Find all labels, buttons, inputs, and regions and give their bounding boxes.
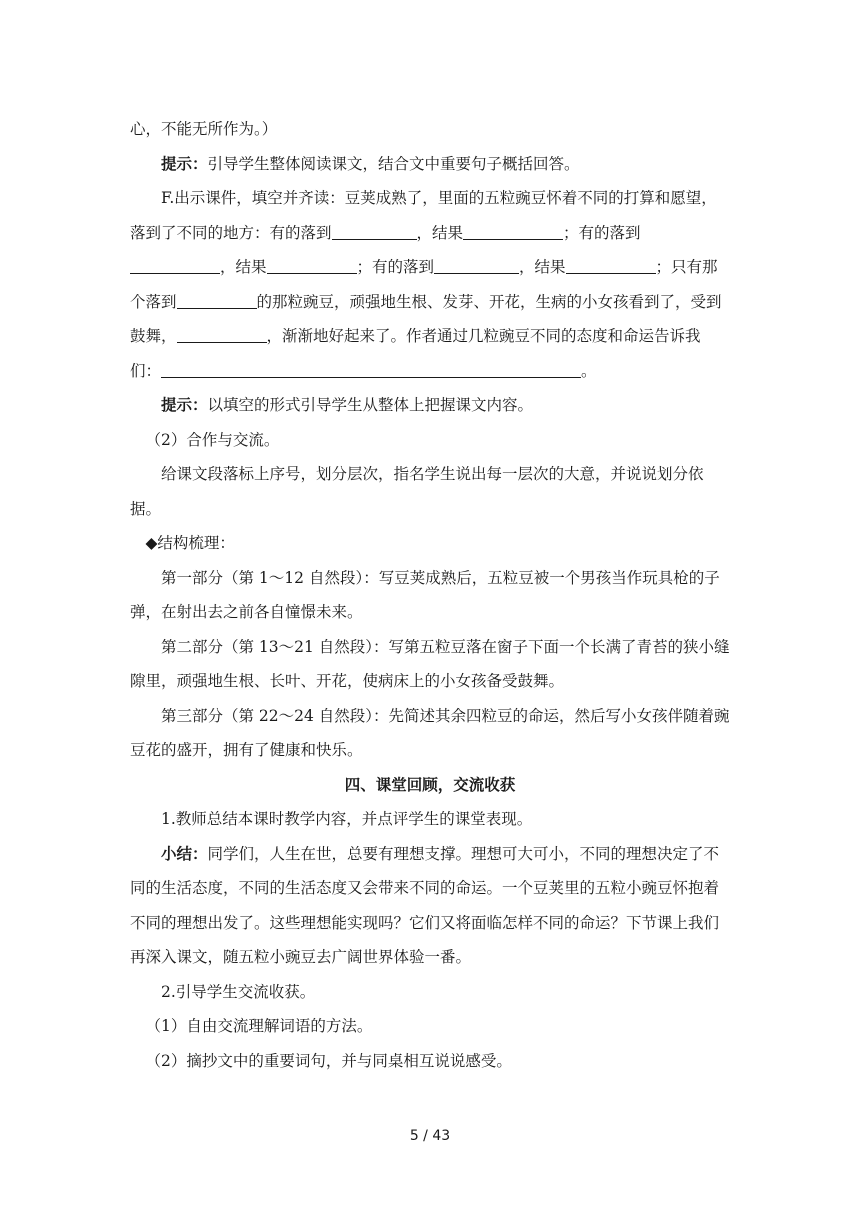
section-heading: 四、课堂回顾，交流收获: [344, 775, 516, 794]
hint-label: 提示：: [161, 153, 208, 173]
structure-part-3: 第三部分（第 22～24 自然段）：先简述其余四粒豆的命运，然后写小女孩伴随着豌豆花的盛开，拥有了健康和快乐。: [130, 706, 730, 759]
hint-text: 以填空的形式引导学生从整体上把握课文内容。: [207, 396, 534, 414]
list-item: 1.教师总结本课时教学内容，并点评学生的课堂表现。: [161, 810, 533, 828]
blank-line: [177, 326, 267, 343]
blank-line: [177, 292, 257, 309]
hint-text: 引导学生整体阅读课文，结合文中重要句子概括回答。: [207, 154, 580, 173]
fill-text: ，渐渐地好起来了。作者通过几粒豌豆不同的态度和命运告诉我们：: [130, 327, 701, 380]
hint-paragraph: [130, 147, 730, 182]
fill-text: ，结果: [416, 223, 464, 242]
blank-line: [332, 223, 417, 240]
structure-label: ◆结构梳理：: [145, 534, 235, 552]
sub-list-item: （1）自由交流理解词语的方法。: [145, 1017, 373, 1035]
hint-paragraph: [130, 388, 730, 423]
fill-text: ；只有那个落到: [130, 258, 718, 311]
fill-text: F.出示课件，填空并齐读：豆荚成熟了，里面的五粒豌豆怀着不同的打算和愿望，落到了不同的地方：有的落到: [130, 189, 717, 242]
sub-list-item: （2）摘抄文中的重要词句，并与同桌相互说说感受。: [145, 1051, 512, 1070]
structure-part-2: 第二部分（第 13～21 自然段）：写第五粒豆落在窗子下面一个长满了青苔的狭小缝隙里，顽强地生根、长叶、开花，使病床上的小女孩备受鼓舞。: [130, 637, 730, 690]
fill-blank-paragraph: [130, 181, 730, 388]
subsection-title: （2）合作与交流。: [145, 430, 280, 449]
fill-text: 的那粒豌豆，顽强地生根、发芽、开花，生病的小女孩看到了，受到鼓舞，: [130, 292, 722, 345]
text-line: 心，不能无所作为。）: [130, 120, 278, 138]
summary-text: 同学们，人生在世，总要有理想支撑。理想可大可小，不同的理想决定了不同的生活态度，不同的生活态度又会带来不同的命运。一个豆荚里的五粒小豌豆怀抱着不同的理想出发了。这些理想能实现吗？它们又将面临怎样不同的命运？下节课上我们再深入课文，随五粒小豌豆去广阔世界体验一番。: [130, 844, 720, 966]
fill-text: ，结果: [220, 258, 267, 276]
blank-line: [566, 257, 656, 274]
document-body: [130, 112, 730, 1078]
blank-line: [161, 361, 581, 378]
hint-label: 提示：: [161, 395, 208, 414]
fill-text: 。: [581, 361, 597, 380]
page-number: 5 / 43: [409, 1128, 451, 1144]
summary-label: 小结：: [161, 843, 208, 863]
fill-text: ，结果: [519, 258, 566, 276]
structure-part-1: 第一部分（第 1～12 自然段）：写豆荚成熟后，五粒豆被一个男孩当作玩具枪的子弹，在射出去之前各自憧憬未来。: [130, 568, 720, 621]
fill-text: ；有的落到: [563, 223, 641, 242]
blank-line: [267, 257, 357, 274]
blank-line: [130, 257, 220, 274]
blank-line: [463, 223, 563, 240]
list-item: 2.引导学生交流收获。: [161, 982, 316, 1001]
blank-line: [434, 257, 519, 274]
fill-text: ；有的落到: [356, 258, 435, 276]
paragraph: 给课文段落标上序号，划分层次，指名学生说出每一层次的大意，并说说划分依据。: [130, 465, 704, 518]
summary-paragraph: [130, 837, 730, 975]
